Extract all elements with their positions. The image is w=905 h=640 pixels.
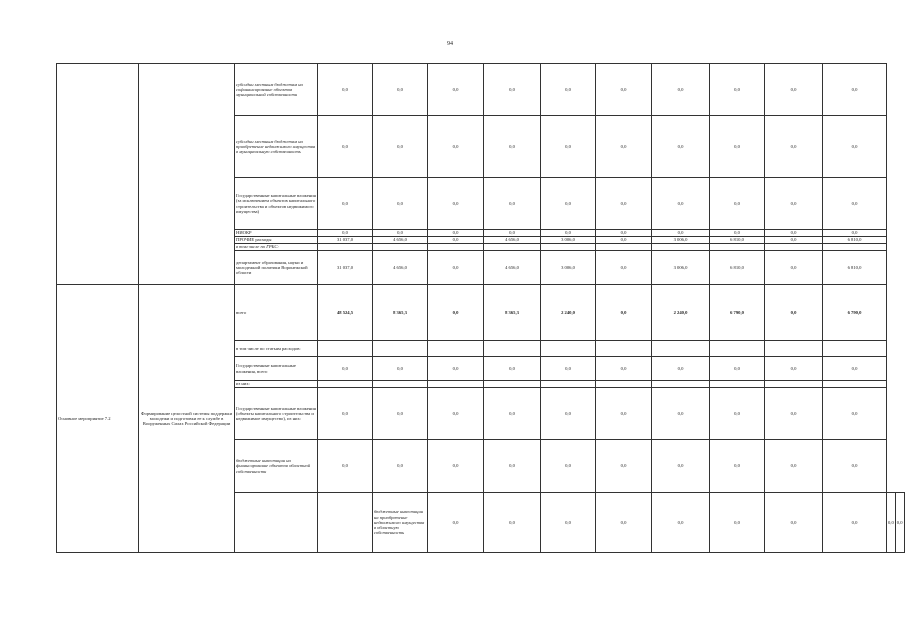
value-cell: 0,0 <box>541 178 596 230</box>
table-row <box>57 64 905 116</box>
value-cell <box>541 244 596 251</box>
value-cell: 0,0 <box>596 64 652 116</box>
value-cell: 0,0 <box>596 237 652 244</box>
value-cell: 0,0 <box>428 237 484 244</box>
value-cell <box>373 381 428 388</box>
event-name-cell-next <box>318 493 373 553</box>
value-cell: 0,0 <box>652 64 710 116</box>
value-cell: 6 810,0 <box>710 251 765 285</box>
value-cell: 4 656,0 <box>484 237 541 244</box>
value-cell: 0,0 <box>596 285 652 341</box>
value-cell: 0,0 <box>484 493 541 553</box>
value-cell: 0,0 <box>596 251 652 285</box>
value-cell: 0,0 <box>652 230 710 237</box>
value-cell: 0,0 <box>318 230 373 237</box>
value-cell: 0,0 <box>484 64 541 116</box>
value-cell: 0,0 <box>765 493 823 553</box>
value-cell: 0,0 <box>652 178 710 230</box>
value-cell: 0,0 <box>710 357 765 381</box>
value-cell <box>765 244 823 251</box>
value-cell: 0,0 <box>823 116 887 178</box>
value-cell <box>541 381 596 388</box>
value-cell: 8 365,3 <box>484 285 541 341</box>
value-cell: 0,0 <box>373 388 428 440</box>
row-label: всего <box>235 285 318 341</box>
value-cell: 0,0 <box>428 116 484 178</box>
value-cell: 0,0 <box>652 357 710 381</box>
value-cell <box>373 341 428 357</box>
value-cell: 0,0 <box>373 64 428 116</box>
value-cell: 0,0 <box>823 388 887 440</box>
row-label: субсидии местным бюджетам на софинансирование объектов муниципальной собственности <box>235 64 318 116</box>
value-cell: 0,0 <box>318 178 373 230</box>
row-label: в том числе по ГРБС: <box>235 244 318 251</box>
row-label: бюджетные инвестиции на приобретение недвижимого имущества в областную собственность <box>373 493 428 553</box>
value-cell <box>765 341 823 357</box>
value-cell: 31 037,0 <box>318 251 373 285</box>
value-cell: 0,0 <box>428 64 484 116</box>
value-cell: 0,0 <box>318 64 373 116</box>
value-cell <box>428 244 484 251</box>
event-name-cell-prev <box>139 64 235 285</box>
page-number: 94 <box>447 41 453 47</box>
value-cell: 3 006,0 <box>652 237 710 244</box>
value-cell: 0,0 <box>823 178 887 230</box>
value-cell: 0,0 <box>541 230 596 237</box>
value-cell: 0,0 <box>765 116 823 178</box>
value-cell: 0,0 <box>596 230 652 237</box>
row-label: субсидии местным бюджетам на приобретение недвижимого имущества в муниципальную собственность <box>235 116 318 178</box>
value-cell: 0,0 <box>765 230 823 237</box>
value-cell <box>710 381 765 388</box>
value-cell: 3 006,0 <box>541 237 596 244</box>
value-cell: 0,0 <box>373 178 428 230</box>
value-cell: 0,0 <box>428 285 484 341</box>
value-cell <box>596 381 652 388</box>
value-cell: 2 240,0 <box>652 285 710 341</box>
value-cell: 0,0 <box>652 116 710 178</box>
value-cell: 6 810,0 <box>823 237 887 244</box>
value-cell: 0,0 <box>373 116 428 178</box>
value-cell: 0,0 <box>765 357 823 381</box>
value-cell: 0,0 <box>765 64 823 116</box>
value-cell: 0,0 <box>596 388 652 440</box>
value-cell <box>428 341 484 357</box>
value-cell: 0,0 <box>765 251 823 285</box>
value-cell: 0,0 <box>373 357 428 381</box>
value-cell: 0,0 <box>710 116 765 178</box>
value-cell: 0,0 <box>596 440 652 493</box>
value-cell: 0,0 <box>823 64 887 116</box>
value-cell: 31 037,0 <box>318 237 373 244</box>
row-label: в том числе по статьям расходов: <box>235 341 318 357</box>
row-label: бюджетные инвестиции на финансирование объектов областной собственности <box>235 440 318 493</box>
value-cell: 0,0 <box>652 493 710 553</box>
value-cell: 0,0 <box>710 230 765 237</box>
value-cell <box>710 244 765 251</box>
event-name-cell: Формирование целостной системы поддержки молодежи и подготовки ее к службе в Вооруженных Силах Российской Федерации <box>139 285 235 553</box>
value-cell: 0,0 <box>596 178 652 230</box>
value-cell: 0,0 <box>765 440 823 493</box>
value-cell: 0,0 <box>765 285 823 341</box>
row-label: НИОКР <box>235 230 318 237</box>
value-cell <box>318 341 373 357</box>
value-cell: 0,0 <box>541 64 596 116</box>
row-label: из них: <box>235 381 318 388</box>
row-label: ПРОЧИЕ расходы <box>235 237 318 244</box>
value-cell: 3 006,0 <box>652 251 710 285</box>
value-cell: 0,0 <box>428 388 484 440</box>
value-cell: 0,0 <box>710 493 765 553</box>
value-cell: 0,0 <box>484 388 541 440</box>
value-cell: 6 810,0 <box>710 237 765 244</box>
value-cell: 0,0 <box>765 388 823 440</box>
value-cell: 0,0 <box>710 388 765 440</box>
value-cell <box>652 381 710 388</box>
value-cell: 0,0 <box>710 440 765 493</box>
event-code-cell-prev <box>57 64 139 285</box>
value-cell: 0,0 <box>710 178 765 230</box>
value-cell: 0,0 <box>428 178 484 230</box>
value-cell: 0,0 <box>652 440 710 493</box>
value-cell <box>318 381 373 388</box>
value-cell: 0,0 <box>373 230 428 237</box>
value-cell: 4 656,0 <box>373 237 428 244</box>
value-cell <box>765 381 823 388</box>
value-cell: 0,0 <box>596 357 652 381</box>
value-cell <box>652 341 710 357</box>
value-cell: 4 656,0 <box>484 251 541 285</box>
table-row <box>57 285 905 341</box>
value-cell: 6 810,0 <box>823 251 887 285</box>
value-cell: 0,0 <box>652 388 710 440</box>
value-cell: 0,0 <box>428 230 484 237</box>
value-cell <box>823 381 887 388</box>
value-cell: 4 656,0 <box>373 251 428 285</box>
value-cell: 0,0 <box>765 237 823 244</box>
value-cell: 0,0 <box>596 116 652 178</box>
value-cell <box>484 341 541 357</box>
value-cell <box>373 244 428 251</box>
value-cell: 0,0 <box>484 357 541 381</box>
value-cell: 0,0 <box>541 116 596 178</box>
value-cell: 0,0 <box>484 178 541 230</box>
value-cell: 0,0 <box>318 116 373 178</box>
value-cell: 3 006,0 <box>541 251 596 285</box>
row-label: Государственные капитальные вложения, всего <box>235 357 318 381</box>
value-cell: 0,0 <box>887 493 896 553</box>
value-cell: 0,0 <box>428 440 484 493</box>
event-code-cell-next <box>235 493 318 553</box>
value-cell <box>823 244 887 251</box>
value-cell: 48 524,5 <box>318 285 373 341</box>
value-cell: 0,0 <box>823 440 887 493</box>
value-cell: 6 790,0 <box>823 285 887 341</box>
value-cell <box>428 381 484 388</box>
value-cell: 0,0 <box>428 251 484 285</box>
value-cell: 0,0 <box>541 357 596 381</box>
value-cell: 0,0 <box>484 230 541 237</box>
value-cell: 0,0 <box>484 440 541 493</box>
value-cell <box>596 341 652 357</box>
value-cell: 0,0 <box>428 493 484 553</box>
value-cell: 0,0 <box>596 493 652 553</box>
value-cell: 0,0 <box>823 230 887 237</box>
value-cell: 0,0 <box>895 493 904 553</box>
value-cell <box>710 341 765 357</box>
value-cell <box>541 341 596 357</box>
row-label: Государственные капитальные вложения (объекты капитального строительства и недвижимое имущество), из них: <box>235 388 318 440</box>
value-cell <box>484 244 541 251</box>
value-cell: 0,0 <box>541 493 596 553</box>
value-cell <box>823 341 887 357</box>
value-cell <box>318 244 373 251</box>
value-cell: 0,0 <box>318 440 373 493</box>
value-cell: 6 790,0 <box>710 285 765 341</box>
value-cell: 0,0 <box>710 64 765 116</box>
value-cell: 0,0 <box>318 388 373 440</box>
value-cell <box>596 244 652 251</box>
value-cell: 0,0 <box>823 493 887 553</box>
value-cell <box>652 244 710 251</box>
value-cell: 0,0 <box>373 440 428 493</box>
row-label: департамент образования, науки и молодежной политики Воронежской области <box>235 251 318 285</box>
value-cell: 0,0 <box>823 357 887 381</box>
value-cell: 2 240,0 <box>541 285 596 341</box>
value-cell: 0,0 <box>765 178 823 230</box>
event-code-cell: Основное мероприятие 7.2 <box>57 285 139 553</box>
value-cell: 0,0 <box>318 357 373 381</box>
value-cell: 8 365,3 <box>373 285 428 341</box>
value-cell: 0,0 <box>541 388 596 440</box>
value-cell: 0,0 <box>484 116 541 178</box>
value-cell <box>484 381 541 388</box>
budget-table <box>56 63 905 553</box>
row-label: Государственные капитальные вложения (за исключением объектов капитального строительства и объектов недвижимого имущества) <box>235 178 318 230</box>
value-cell: 0,0 <box>541 440 596 493</box>
value-cell: 0,0 <box>428 357 484 381</box>
